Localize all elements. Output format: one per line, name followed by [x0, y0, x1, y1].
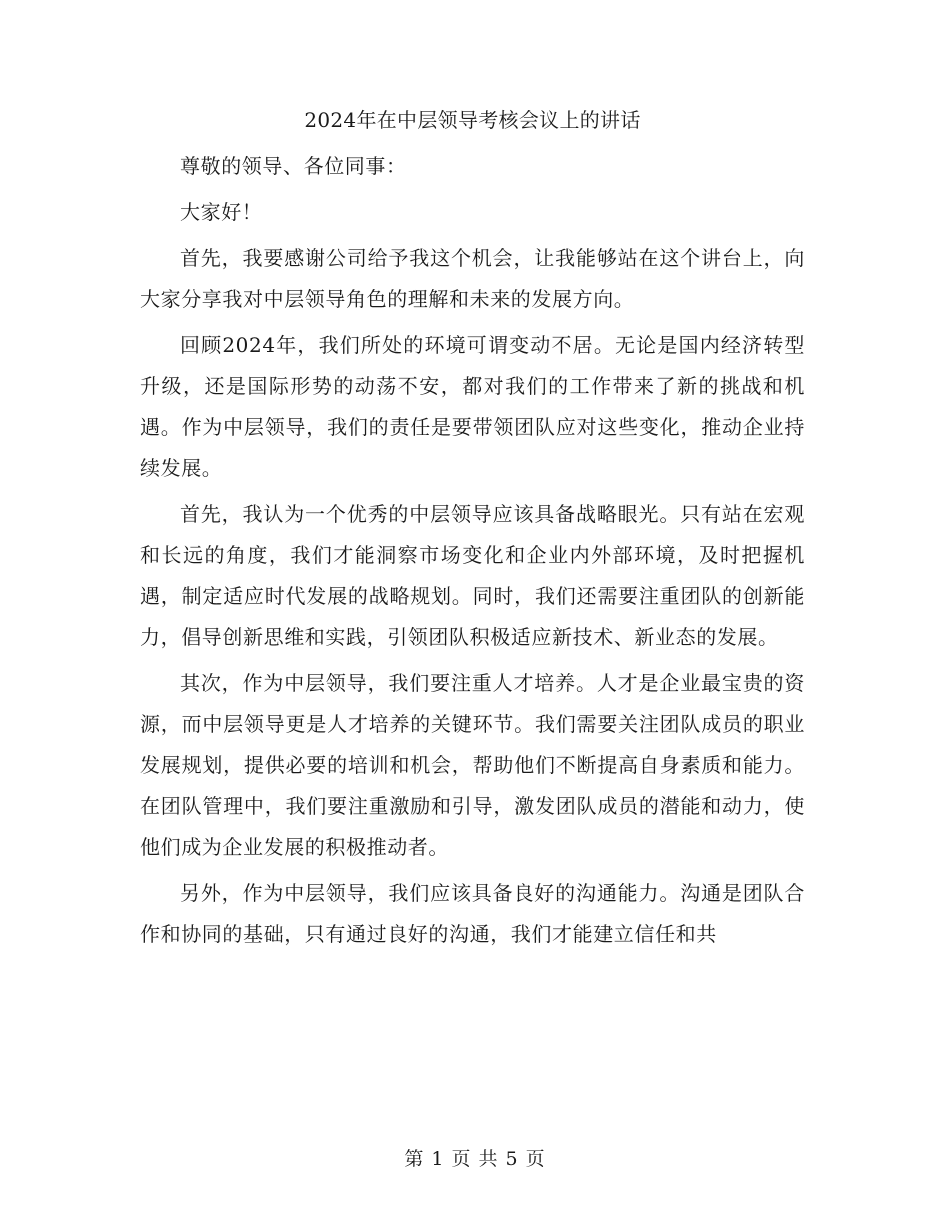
paragraph-opening: 首先，我要感谢公司给予我这个机会，让我能够站在这个讲台上，向大家分享我对中层领导角色的理解和未来的发展方向。: [140, 246, 805, 311]
document-title: 2024年在中层领导考核会议上的讲话: [304, 108, 641, 132]
paragraph-strategic-vision: 首先，我认为一个优秀的中层领导应该具备战略眼光。只有站在宏观和长远的角度，我们才能洞察市场变化和企业内外部环境，及时把握机遇，制定适应时代发展的战略规划。同时，我们还需要注重团队的创新能力，倡导创新思维和实践，引领团队积极适应新技术、新业态的发展。: [140, 502, 805, 649]
salutation: 尊敬的领导、各位同事：: [180, 154, 407, 178]
paragraph-communication: 另外，作为中层领导，我们应该具备良好的沟通能力。沟通是团队合作和协同的基础，只有通过良好的沟通，我们才能建立信任和共: [140, 881, 805, 946]
document-body: [140, 105, 805, 955]
paragraph-review-2024: 回顾2024年，我们所处的环境可谓变动不居。无论是国内经济转型升级，还是国际形势的动荡不安，都对我们的工作带来了新的挑战和机遇。作为中层领导，我们的责任是要带领团队应对这些变化，推动企业持续发展。: [140, 333, 805, 480]
page-number-footer: 第 1 页 共 5 页: [404, 1148, 546, 1170]
greeting: 大家好！: [180, 200, 263, 224]
paragraph-talent-development: 其次，作为中层领导，我们要注重人才培养。人才是企业最宝贵的资源，而中层领导更是人才培养的关键环节。我们需要关注团队成员的职业发展规划，提供必要的培训和机会，帮助他们不断提高自身素质和能力。在团队管理中，我们要注重激励和引导，激发团队成员的潜能和动力，使他们成为企业发展的积极推动者。: [140, 671, 805, 859]
